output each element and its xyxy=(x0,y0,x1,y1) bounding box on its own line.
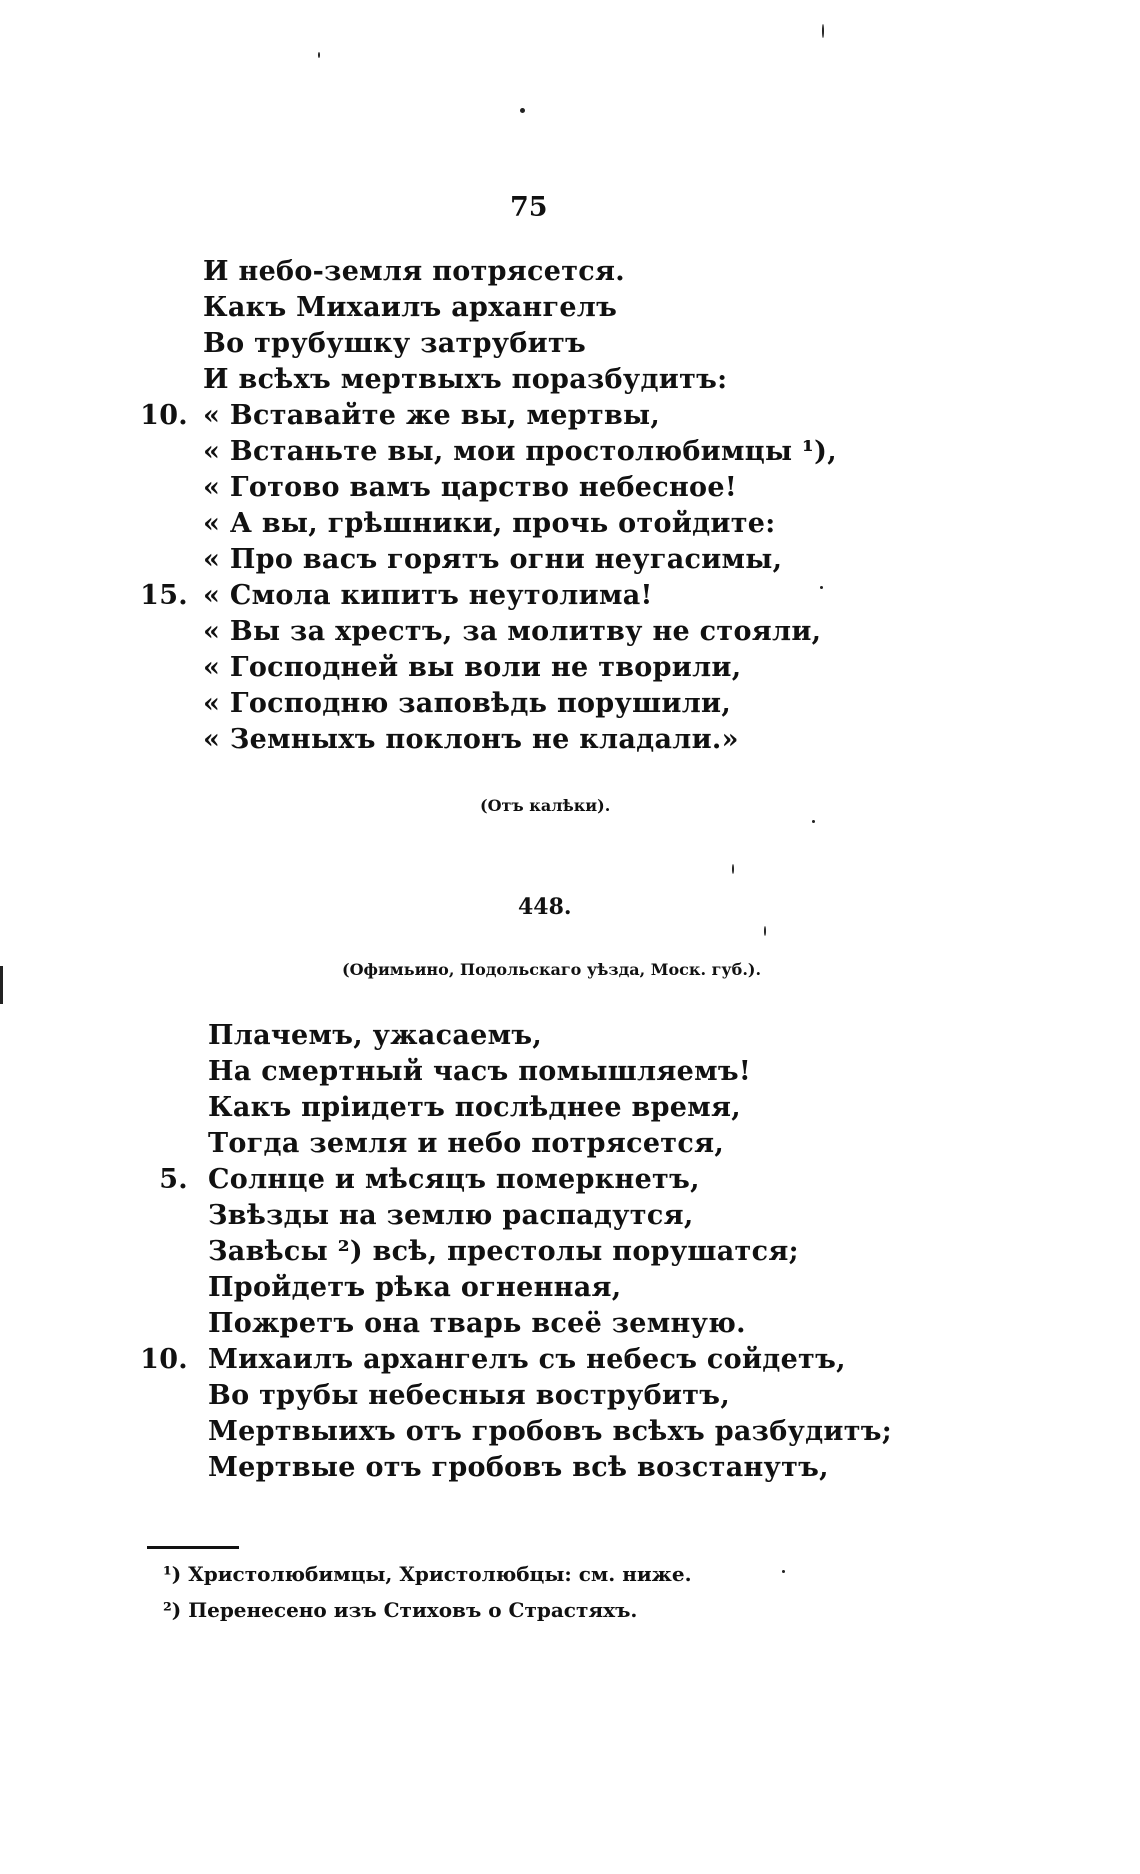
poem-attribution: (Отъ калѣки). xyxy=(480,796,611,815)
verse-text: Какъ прiидетъ послѣднее время, xyxy=(208,1092,741,1123)
footnote-mark: ¹) xyxy=(163,1562,182,1586)
footnote-text: Христолюбимцы, Христолюбцы: см. ниже. xyxy=(188,1562,692,1586)
verse-text: И всѣхъ мертвыхъ поразбудитъ: xyxy=(203,364,728,395)
verse-text: Какъ Михаилъ архангелъ xyxy=(203,292,618,323)
footnote-mark: ²) xyxy=(163,1598,182,1622)
verse-text: Во трубы небесныя вострубитъ, xyxy=(208,1380,731,1411)
footnote-1 xyxy=(163,1562,692,1586)
poem-number: 448. xyxy=(518,894,572,920)
verse-text: На смертный часъ помышляемъ! xyxy=(208,1056,752,1087)
verse-text: « Готово вамъ царство небесное! xyxy=(203,472,737,503)
scan-speck xyxy=(318,52,320,58)
verse-text: « А вы, грѣшники, прочь отойдите: xyxy=(203,508,776,539)
scan-edge-mark xyxy=(0,966,3,1004)
scan-speck xyxy=(820,586,823,589)
scan-speck xyxy=(764,926,766,936)
verse-text: « Вы за хрестъ, за молитву не стояли, xyxy=(203,616,822,647)
footnote-divider xyxy=(147,1546,239,1549)
verse-text: « Про васъ горятъ огни неугасимы, xyxy=(203,544,783,575)
verse-number: 10. xyxy=(140,400,188,431)
verse-text: Плачемъ, ужасаемъ, xyxy=(208,1020,543,1051)
page-number: 75 xyxy=(510,192,548,223)
verse-text: Пройдетъ рѣка огненная, xyxy=(208,1272,622,1303)
poem-location: (Офимьино, Подольскаго уѣзда, Моск. губ.). xyxy=(342,960,762,979)
verse-text: Мертвые отъ гробовъ всѣ возстанутъ, xyxy=(208,1452,829,1483)
verse-text: Пожретъ она тварь всеё земную. xyxy=(208,1308,746,1339)
verse-text: « Господней вы воли не творили, xyxy=(203,652,742,683)
verse-text: « Земныхъ поклонъ не кладали.» xyxy=(203,724,739,755)
verse-text: И небо-земля потрясется. xyxy=(203,256,625,287)
verse-number: 5. xyxy=(159,1164,188,1195)
footnote-2 xyxy=(163,1598,637,1622)
scan-speck xyxy=(812,820,815,823)
verse-text: Солнце и мѣсяцъ померкнетъ, xyxy=(208,1164,700,1195)
scan-speck xyxy=(732,864,734,874)
verse-text: Мертвыихъ отъ гробовъ всѣхъ разбудитъ; xyxy=(208,1416,893,1447)
verse-text: Тогда земля и небо потрясется, xyxy=(208,1128,725,1159)
scan-speck xyxy=(782,1570,785,1573)
verse-text: « Смола кипитъ неутолима! xyxy=(203,580,653,611)
verse-text: « Господню заповѣдь порушили, xyxy=(203,688,732,719)
footnote-text: Перенесено изъ Стиховъ о Страстяхъ. xyxy=(188,1598,638,1622)
verse-number: 15. xyxy=(140,580,188,611)
verse-text: Михаилъ архангелъ съ небесъ сойдетъ, xyxy=(208,1344,846,1375)
verse-number: 10. xyxy=(140,1344,188,1375)
scan-speck xyxy=(822,24,824,38)
verse-text: Звѣзды на землю распадутся, xyxy=(208,1200,694,1231)
verse-text: Во трубушку затрубитъ xyxy=(203,328,587,359)
scan-speck xyxy=(520,108,525,113)
verse-text: « Встаньте вы, мои простолюбимцы ¹), xyxy=(203,436,837,467)
verse-text: Завѣсы ²) всѣ, престолы порушатся; xyxy=(208,1236,799,1267)
verse-text: « Вставайте же вы, мертвы, xyxy=(203,400,661,431)
